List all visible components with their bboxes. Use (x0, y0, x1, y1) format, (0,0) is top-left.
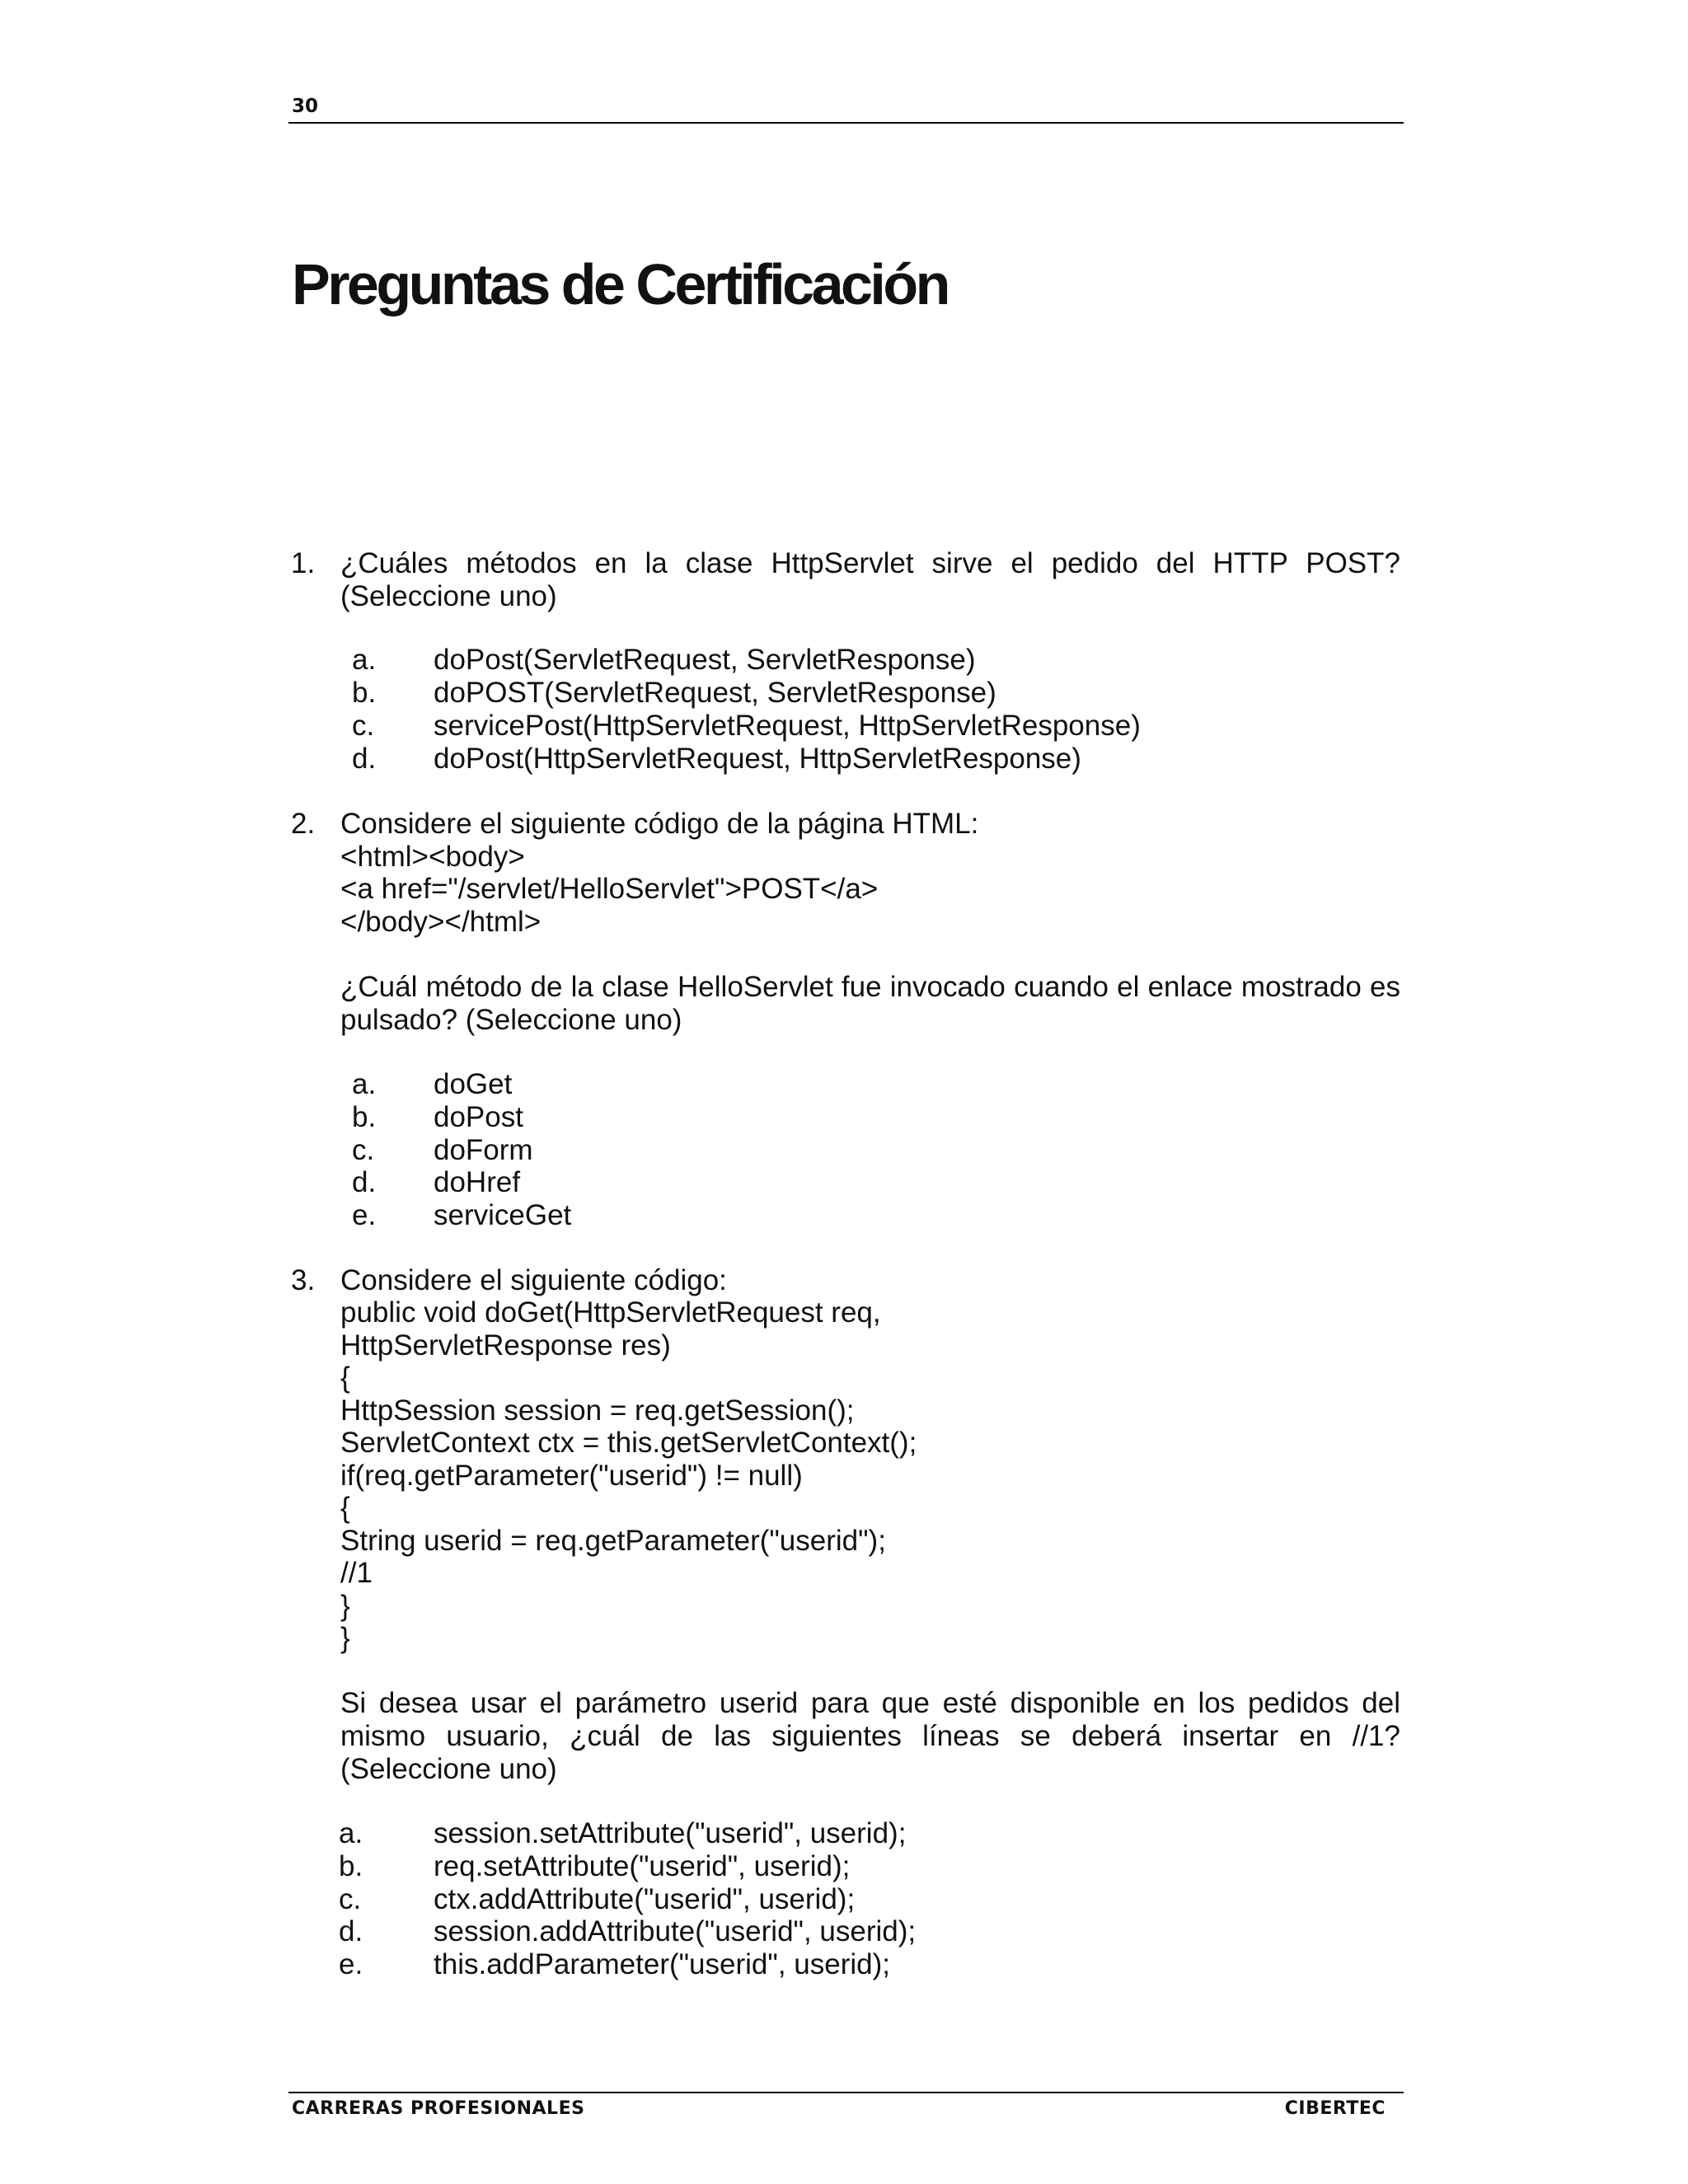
page-footer (288, 2092, 1404, 2126)
question-text: mismo usuario, ¿cuál de las siguientes líneas se deberá insertar en //1? (340, 1720, 1400, 1752)
option-letter: d. (352, 1166, 377, 1198)
code-line: <a href="/servlet/HelloServlet">POST</a> (340, 873, 879, 905)
question-number: 1. (291, 547, 316, 579)
question-text: (Seleccione uno) (340, 580, 557, 612)
page-title: Preguntas de Certificación (292, 252, 948, 316)
code-line: //1 (340, 1557, 373, 1589)
option-text: doPost (434, 1101, 523, 1133)
option-text: doHref (434, 1166, 521, 1198)
option-text: doForm (434, 1134, 533, 1166)
question-text: pulsado? (Seleccione uno) (340, 1004, 682, 1036)
question-text: Considere el siguiente código: (340, 1264, 727, 1296)
code-line: } (340, 1590, 350, 1622)
code-line: { (340, 1361, 350, 1394)
question-text: (Seleccione uno) (340, 1753, 557, 1785)
footer-left-label: CARRERAS PROFESIONALES (292, 2098, 585, 2119)
code-line: </body></html> (340, 906, 542, 938)
question-text: Considere el siguiente código de la página HTML: (340, 808, 979, 840)
option-text: doGet (434, 1068, 513, 1100)
option-text: doPOST(ServletRequest, ServletResponse) (434, 677, 996, 709)
option-letter: b. (352, 677, 377, 709)
page-header (288, 92, 1404, 124)
question-text: ¿Cuál método de la clase HelloServlet fue invocado cuando el enlace mostrado es (340, 971, 1400, 1003)
option-text: req.setAttribute("userid", userid); (434, 1850, 851, 1882)
option-letter: a. (352, 1068, 377, 1100)
code-line: { (340, 1492, 350, 1524)
option-text: ctx.addAttribute("userid", userid); (434, 1883, 856, 1915)
option-letter: c. (352, 1134, 375, 1166)
code-line: public void doGet(HttpServletRequest req, (340, 1296, 881, 1329)
code-line: } (340, 1622, 350, 1654)
code-line: if(req.getParameter("userid") != null) (340, 1460, 803, 1492)
option-letter: b. (352, 1101, 377, 1133)
option-text: doPost(ServletRequest, ServletResponse) (434, 644, 976, 676)
question-text: ¿Cuáles métodos en la clase HttpServlet sirve el pedido del HTTP POST? (340, 547, 1400, 579)
option-letter: a. (339, 1817, 363, 1849)
option-letter: a. (352, 644, 377, 676)
page-number: 30 (292, 96, 319, 117)
option-letter: e. (339, 1948, 363, 1980)
option-text: session.addAttribute("userid", userid); (434, 1915, 917, 1947)
option-text: serviceGet (434, 1199, 572, 1231)
option-letter: c. (352, 710, 375, 742)
option-letter: d. (339, 1915, 363, 1947)
option-letter: e. (352, 1199, 377, 1231)
code-line: String userid = req.getParameter("userid"); (340, 1525, 886, 1557)
code-line: <html><body> (340, 841, 525, 873)
option-text: session.setAttribute("userid", userid); (434, 1817, 907, 1849)
question-number: 2. (291, 808, 316, 840)
option-letter: c. (339, 1883, 362, 1915)
option-letter: b. (339, 1850, 363, 1882)
code-line: HttpServletResponse res) (340, 1329, 671, 1361)
option-text: servicePost(HttpServletRequest, HttpServletResponse) (434, 710, 1141, 742)
code-line: HttpSession session = req.getSession(); (340, 1394, 855, 1427)
question-number: 3. (291, 1264, 316, 1296)
footer-right-label: CIBERTEC (1284, 2098, 1386, 2119)
option-text: doPost(HttpServletRequest, HttpServletResponse) (434, 743, 1081, 775)
option-letter: d. (352, 743, 377, 775)
question-text: Si desea usar el parámetro userid para que esté disponible en los pedidos del (340, 1687, 1400, 1719)
code-line: ServletContext ctx = this.getServletContext(); (340, 1427, 917, 1459)
option-text: this.addParameter("userid", userid); (434, 1948, 890, 1980)
